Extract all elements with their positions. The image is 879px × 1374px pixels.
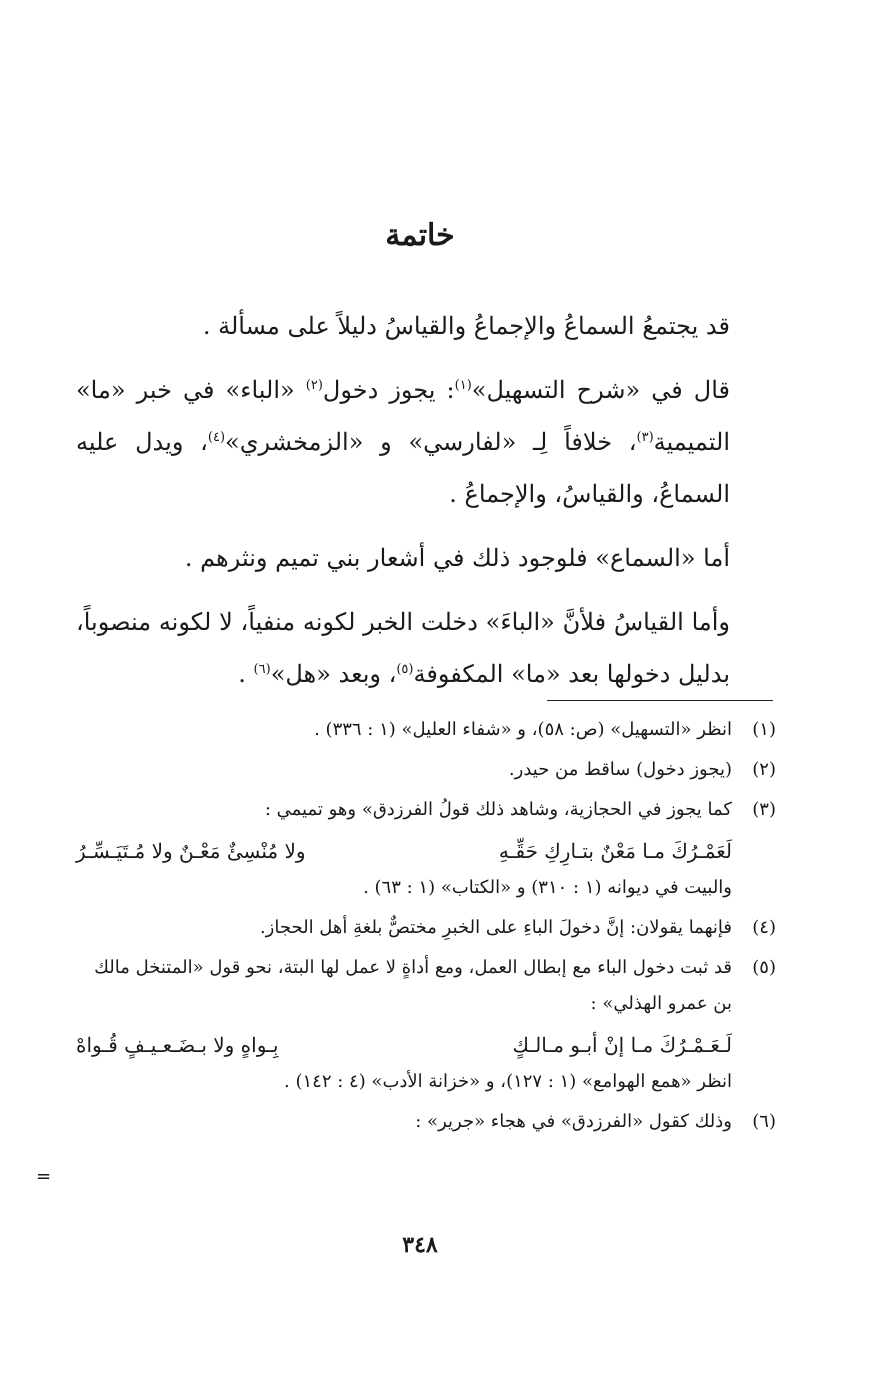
paragraph-text: : يجوز دخول (322, 376, 455, 404)
footnote-number: (١) (752, 719, 776, 740)
footnote-3 (76, 792, 776, 828)
paragraph-text: . (238, 660, 246, 688)
paragraph-text: ، ويدل عليه السماعُ، والقياسُ، والإجماعُ . (76, 428, 730, 508)
continuation-mark: = (36, 1166, 52, 1187)
footnote-ref[interactable]: (٤) (207, 430, 226, 445)
footnote-ref[interactable]: (٣) (636, 430, 654, 445)
paragraph-text: «الباء» في خبر «ما» التميمية (76, 376, 730, 456)
footnote-5-source (76, 1064, 776, 1100)
footnote-number: (٥) (752, 957, 776, 978)
footnote-text: انظر «همع الهوامع» (١ : ١٢٧)، و «خزانة الأدب» (٤ : ١٤٢) . (284, 1071, 732, 1092)
paragraph-text: أما «السماع» فلوجود ذلك في أشعار بني تميم ونثرهم . (184, 544, 730, 572)
footnote-3-source (76, 870, 776, 906)
verse-hemistich-first: لَـعَـمْـرُكَ مـا إنْ أبـو مـالـكٍ (512, 1033, 732, 1057)
footnote-number: (٦) (752, 1111, 776, 1132)
footnote-indent (732, 1064, 776, 1100)
verse-hemistich-first: لَعَمْـرُكَ مـا مَعْنٌ بتـارِكِ حَقِّـهِ (498, 839, 732, 863)
footnote-6 (76, 1104, 776, 1140)
footnote-ref[interactable]: (٢) (305, 378, 323, 393)
paragraph-text: قال في «شرح التسهيل» (471, 376, 730, 404)
paragraph-text: قد يجتمعُ السماعُ والإجماعُ والقياسُ دليلاً على مسألة . (202, 312, 730, 340)
verse-hemistich-second: ولا مُنْسِئٌ مَعْـنٌ ولا مُـتَيَـسِّـرُ (76, 839, 306, 863)
paragraph-4 (76, 596, 730, 700)
footnote-indent (732, 870, 776, 906)
footnote-number: (٣) (752, 799, 776, 820)
footnote-text: قد ثبت دخول الباء مع إبطال العمل، ومع أداةٍ لا عمل لها البتة، نحو قول «المتنخل مالك بن عمرو الهذلي» : (94, 957, 732, 1014)
paragraph-1 (76, 300, 730, 352)
paragraph-text: وأما القياسُ فلأنَّ «الباءَ» دخلت الخبر لكونه منفياً، لا لكونه منصوباً، بدليل دخولها بعد «ما» المكفوفة (76, 608, 730, 688)
footnote-ref[interactable]: (١) (454, 378, 472, 393)
footnote-number: (٢) (752, 759, 776, 780)
chapter-title: خاتمة (385, 218, 455, 253)
footnote-text: انظر «التسهيل» (ص: ٥٨)، و «شفاء العليل» (١ : ٣٣٦) . (314, 719, 732, 740)
paragraph-2 (76, 364, 730, 520)
footnote-number: (٤) (752, 917, 776, 938)
page-number: ٣٤٨ (402, 1232, 438, 1258)
footnote-4 (76, 910, 776, 946)
footnote-ref[interactable]: (٦) (253, 662, 271, 677)
verse-hemistich-second: بِـواهٍ ولا بـضَـعـيـفٍ قُـواهْ (76, 1033, 279, 1057)
footnote-text: والبيت في ديوانه (١ : ٣١٠) و «الكتاب» (١ : ٦٣) . (363, 877, 732, 898)
paragraph-text: ، وبعد «هل» (270, 660, 397, 688)
footnote-2 (76, 752, 776, 788)
footnote-1 (76, 712, 776, 748)
footnote-text: فإنهما يقولان: إنَّ دخولَ الباءِ على الخبرِ مختصٌّ بلغةِ أهل الحجاز. (259, 917, 732, 938)
footnote-ref[interactable]: (٥) (396, 662, 414, 677)
footnote-text: (يجوز دخول) ساقط من حيدر. (508, 759, 732, 780)
paragraph-3 (76, 532, 730, 584)
verse-line (76, 1026, 732, 1064)
footnote-text: وذلك كقول «الفرزدق» في هجاء «جرير» : (415, 1111, 732, 1132)
paragraph-text: ، خلافاً لِـ «لفارسي» و «الزمخشري» (225, 428, 637, 456)
footnote-text: كما يجوز في الحجازية، وشاهد ذلك قولُ الفرزدق» وهو تميمي : (264, 799, 732, 820)
footnotes (76, 712, 776, 1144)
verse-line (76, 832, 732, 870)
main-text (76, 300, 730, 712)
footnote-divider (547, 700, 773, 701)
footnote-5 (76, 950, 776, 1022)
